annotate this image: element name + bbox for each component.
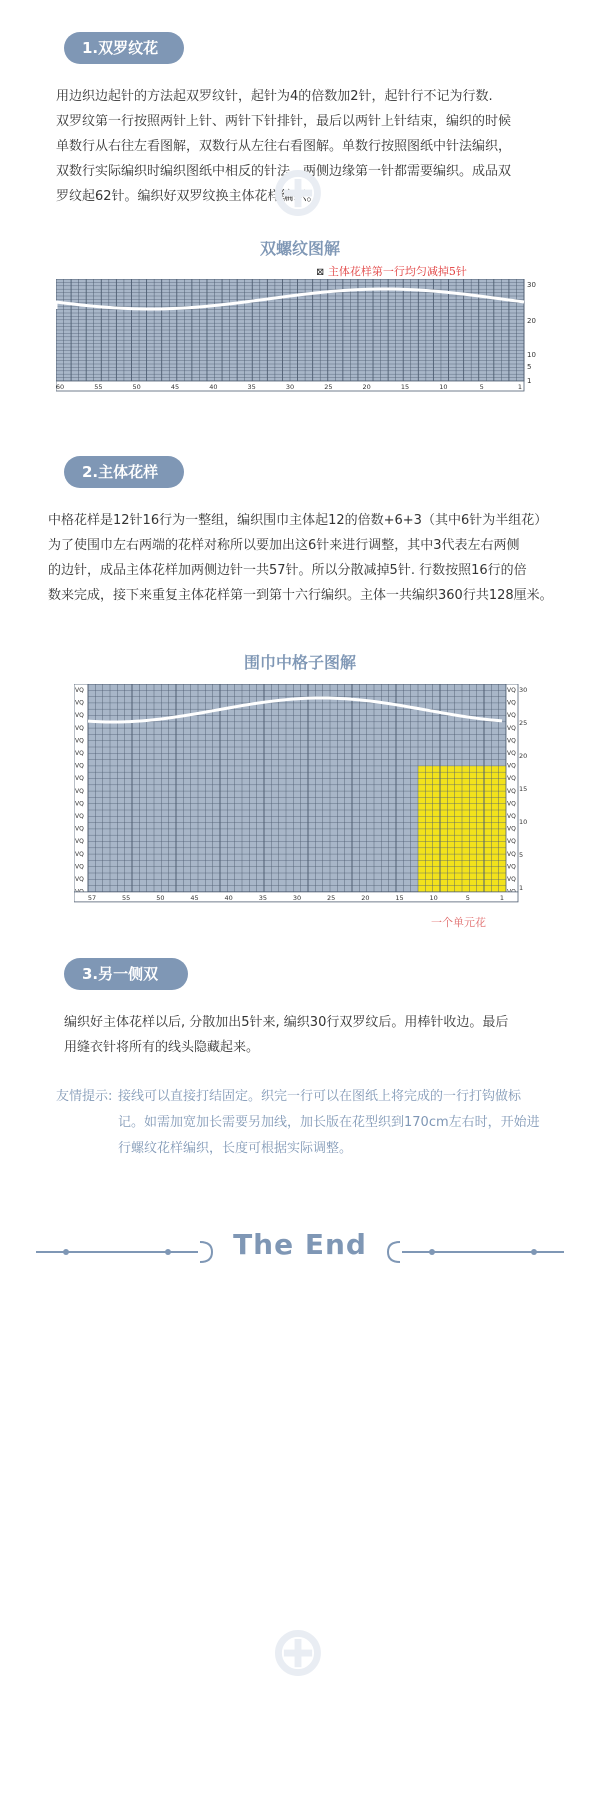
chart-2-side-symbol: VQ xyxy=(75,724,84,732)
paragraph-line: 用边织边起针的方法起双罗纹针，起针为4的倍数加2针，起针行不记为行数. xyxy=(56,89,493,104)
chart-2-side-symbol-right: VQ xyxy=(507,762,516,770)
chart-1-note-text: 主体花样第一行均匀减掉5针 xyxy=(327,265,467,278)
chart-2-row-label: 20 xyxy=(519,751,528,760)
chart-1-grid xyxy=(56,279,546,399)
tip-label: 友情提示: xyxy=(56,1089,113,1104)
chart-2-side-symbol-right: VQ xyxy=(507,787,516,795)
paragraph-line: 行螺纹花样编织，长度可根据实际调整。 xyxy=(118,1141,353,1156)
chart-2-side-symbol-right: VQ xyxy=(507,825,516,833)
section-3-paragraph xyxy=(64,1010,584,1060)
chart-1-row-label: 1 xyxy=(527,377,532,385)
chart-2-side-symbol: VQ xyxy=(75,750,84,757)
chart-2-side-symbol: VQ xyxy=(75,825,84,833)
chart-2-row-label: 1 xyxy=(519,883,524,892)
paragraph-line: 记。如需加宽加长需要另加线，加长版在花型织到170cm左右时，开始进 xyxy=(118,1115,540,1130)
tip-text xyxy=(118,1084,578,1162)
paragraph-line: 的边针，成品主体花样加两侧边针一共57针。所以分散减掉5针. 行数按照16行的倍 xyxy=(48,563,527,578)
chart-2-col-label: 35 xyxy=(258,893,267,902)
chart-1-col-label: 30 xyxy=(285,383,295,391)
chart-1-col-label: 25 xyxy=(324,383,333,391)
paragraph-line: 罗纹起62针。编织好双罗纹换主体花样编织。 xyxy=(56,189,320,204)
chart-2-row-label: 5 xyxy=(519,850,524,859)
chart-2-side-symbol: VQ xyxy=(75,838,84,846)
chart-1-col-label: 20 xyxy=(362,383,371,391)
chart-1-col-label: 60 xyxy=(56,383,65,391)
chart-2-col-label: 1 xyxy=(499,893,505,902)
watermark-logo-bottom: ⊕ xyxy=(268,1610,332,1692)
chart-2-col-label: 55 xyxy=(122,893,131,902)
watermark-logo-top: ⊕ xyxy=(268,150,332,232)
chart-1-col-label: 1 xyxy=(517,383,523,391)
chart-2-side-symbol-right: VQ xyxy=(507,838,516,846)
chart-2-row-label: 30 xyxy=(519,686,528,694)
chart-1-col-label: 5 xyxy=(479,383,484,391)
chart-2-row-label: 15 xyxy=(519,784,528,793)
chart-2-row-label: 25 xyxy=(519,718,528,727)
chart-1-col-label: 15 xyxy=(400,383,410,391)
chart-2-col-label: 57 xyxy=(87,893,97,902)
section-2-title: 2.主体花样 xyxy=(64,456,184,488)
chart-2-side-symbol-right: VQ xyxy=(507,750,516,757)
chart-2-side-symbol: VQ xyxy=(75,850,84,858)
chart-2-side-symbol-right: VQ xyxy=(507,712,516,720)
chart-2-side-symbol: VQ xyxy=(75,699,84,707)
chart-2-side-symbol: VQ xyxy=(75,737,84,745)
chart-1-col-label: 45 xyxy=(170,383,180,391)
chart-1-row-label: 5 xyxy=(527,363,532,371)
section-3-title: 3.另一侧双螺纹 xyxy=(64,958,188,990)
chart-2-side-symbol-right: VQ xyxy=(507,813,516,820)
chart-2-side-symbol: VQ xyxy=(75,813,84,820)
chart-2-side-symbol: VQ xyxy=(75,800,84,808)
paragraph-line: 用缝衣针将所有的线头隐藏起来。 xyxy=(64,1040,260,1055)
chart-2-side-symbol-right: VQ xyxy=(507,699,516,707)
chart-1-row-label: 20 xyxy=(527,317,536,325)
paragraph-line: 为了使围巾左右两端的花样对称所以要加出这6针来进行调整，其中3代表左右两侧 xyxy=(48,538,520,553)
chart-2-side-symbol-right: VQ xyxy=(507,737,516,745)
chart-2-col-label: 5 xyxy=(465,893,470,902)
chart-2-title: 围巾中格子图解 xyxy=(243,653,356,672)
chart-2-col-label: 50 xyxy=(156,893,165,902)
paragraph-line: 编织好主体花样以后, 分散加出5针来, 编织30行双罗纹后。用棒针收边。最后 xyxy=(64,1015,509,1030)
paragraph-line: 中格花样是12针16行为一整组，编织围巾主体起12的倍数+6+3（其中6针为半组花） xyxy=(48,513,548,528)
chart-1-note xyxy=(316,263,467,279)
paragraph-line: 单数行从右往左看图解，双数行从左往右看图解。单数行按照图纸中针法编织， xyxy=(56,139,512,154)
chart-1-col-label: 40 xyxy=(209,383,218,391)
chart-2-row-label: 10 xyxy=(519,817,528,826)
chart-1-row-label: 10 xyxy=(527,351,536,359)
paragraph-line: 双罗纹第一行按照两针上针、两针下针排针，最后以两针上针结束，编织的时候 xyxy=(56,114,512,129)
cross-box-icon: ⊠ xyxy=(316,267,325,278)
chart-2-col-label: 45 xyxy=(190,893,199,902)
chart-2-side-symbol: VQ xyxy=(75,775,84,783)
chart-1-col-label: 55 xyxy=(94,383,103,391)
chart-1-col-label: 35 xyxy=(247,383,256,391)
chart-2-side-symbol-right: VQ xyxy=(507,775,516,783)
paragraph-line: 数来完成，接下来重复主体花样第一到第十六行编织。主体一共编织360行共128厘米。 xyxy=(48,588,553,603)
chart-2-side-symbol: VQ xyxy=(75,787,84,795)
chart-2-col-label: 20 xyxy=(361,893,370,902)
chart-2-side-symbol: VQ xyxy=(75,762,84,770)
chart-1-col-label: 10 xyxy=(439,383,448,391)
chart-2-side-symbol: VQ xyxy=(75,712,84,720)
chart-2-side-symbol: VQ xyxy=(75,876,84,883)
chart-2-side-symbol-right: VQ xyxy=(507,876,516,883)
chart-2-col-label: 10 xyxy=(429,893,438,902)
chart-1-title: 双螺纹图解 xyxy=(259,239,340,258)
paragraph-line: 接线可以直接打结固定。织完一行可以在图纸上将完成的一行打钩做标 xyxy=(118,1089,522,1104)
section-1-title: 1.双罗纹花样 xyxy=(64,32,184,64)
chart-2-col-label: 30 xyxy=(292,893,302,902)
chart-2-col-label: 40 xyxy=(224,893,233,902)
unit-pattern-label: 一个单元花 xyxy=(431,916,486,929)
chart-2-side-symbol-right: VQ xyxy=(507,724,516,732)
chart-2-side-symbol-right: VQ xyxy=(507,850,516,858)
chart-2-col-label: 25 xyxy=(327,893,336,902)
chart-2-grid xyxy=(74,684,534,909)
section-2-paragraph xyxy=(48,508,593,608)
chart-1-row-label: 30 xyxy=(527,281,536,289)
chart-2-side-symbol: VQ xyxy=(75,687,84,694)
chart-2-side-symbol: VQ xyxy=(75,863,84,871)
chart-2-side-symbol-right: VQ xyxy=(507,687,516,694)
chart-2-col-label: 15 xyxy=(395,893,404,902)
end-title: The End xyxy=(233,1228,367,1261)
chart-2-side-symbol-right: VQ xyxy=(507,863,516,871)
chart-2-side-symbol-right: VQ xyxy=(507,800,516,808)
chart-1-col-label: 50 xyxy=(132,383,141,391)
paragraph-line: 双数行实际编织时编织图纸中相反的针法，两侧边缘第一针都需要编织。成品双 xyxy=(56,164,512,179)
